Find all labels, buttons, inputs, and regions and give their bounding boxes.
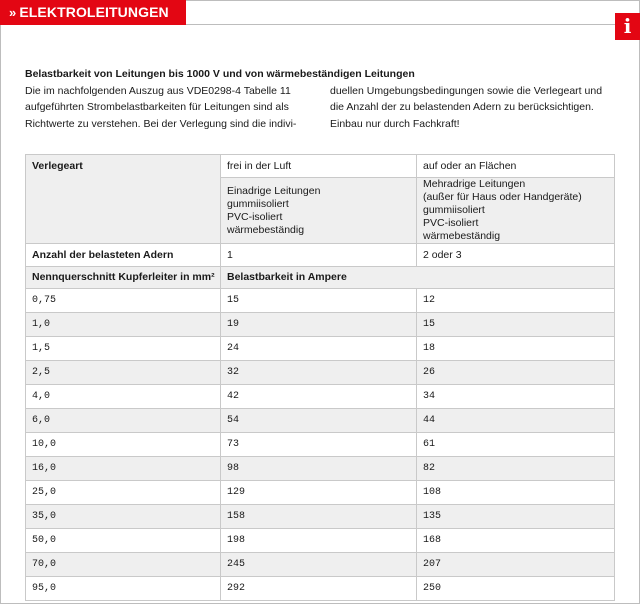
adern-col1: 1 <box>221 244 417 267</box>
desc-line: PVC-isoliert <box>423 217 479 229</box>
cross-section-cell: 10,0 <box>26 433 221 457</box>
cross-section-cell: 16,0 <box>26 457 221 481</box>
intro-title: Belastbarkeit von Leitungen bis 1000 V und von wärmebeständigen Leitungen <box>25 68 415 80</box>
table-row <box>26 553 615 577</box>
intro-line: die Anzahl der zu belastenden Adern zu berücksichtigen. <box>330 101 594 113</box>
intro-line: Richtwerte zu verstehen. Bei der Verlegung sind die indivi- <box>25 117 297 130</box>
intro-line: Einbau nur durch Fachkraft! <box>330 117 460 130</box>
table-row <box>26 409 615 433</box>
intro-right-column <box>330 83 615 133</box>
cross-section-cell: 50,0 <box>26 529 221 553</box>
ampere-free-air-cell: 32 <box>221 361 417 385</box>
ampere-free-air-cell: 15 <box>221 289 417 313</box>
col2-description <box>417 178 615 244</box>
ampere-surface-cell: 250 <box>417 577 615 601</box>
cross-section-cell: 1,5 <box>26 337 221 361</box>
ampere-surface-cell: 34 <box>417 385 615 409</box>
ampere-free-air-cell: 42 <box>221 385 417 409</box>
table-row <box>26 481 615 505</box>
ampere-free-air-cell: 73 <box>221 433 417 457</box>
intro-line: aufgeführten Strombelastbarkeiten für Leitungen sind als <box>25 101 289 113</box>
cross-section-cell: 1,0 <box>26 313 221 337</box>
belast-label: Belastbarkeit in Ampere <box>221 267 615 289</box>
header-divider <box>186 24 639 25</box>
ampere-free-air-cell: 292 <box>221 577 417 601</box>
ampere-free-air-cell: 98 <box>221 457 417 481</box>
col1-title: frei in der Luft <box>221 155 417 178</box>
desc-line: Mehradrige Leitungen <box>423 178 526 190</box>
intro-left-column <box>25 83 310 133</box>
section-header <box>0 0 186 25</box>
desc-line: Einadrige Leitungen <box>227 184 321 197</box>
cross-section-cell: 6,0 <box>26 409 221 433</box>
ampere-surface-cell: 44 <box>417 409 615 433</box>
desc-line: (außer für Haus oder Handgeräte) <box>423 191 582 203</box>
table-row <box>26 577 615 601</box>
ampere-surface-cell: 108 <box>417 481 615 505</box>
ampere-free-air-cell: 158 <box>221 505 417 529</box>
cross-section-cell: 4,0 <box>26 385 221 409</box>
col2-title: auf oder an Flächen <box>417 155 615 178</box>
ampere-surface-cell: 82 <box>417 457 615 481</box>
table-row <box>26 289 615 313</box>
adern-col2: 2 oder 3 <box>417 244 615 267</box>
ampere-surface-cell: 12 <box>417 289 615 313</box>
ampere-free-air-cell: 54 <box>221 409 417 433</box>
ampere-surface-cell: 168 <box>417 529 615 553</box>
cross-section-cell: 70,0 <box>26 553 221 577</box>
col1-description <box>221 178 417 244</box>
ampacity-table <box>25 154 615 601</box>
table-row <box>26 385 615 409</box>
verlegeart-label: Verlegeart <box>26 155 221 244</box>
ampere-free-air-cell: 129 <box>221 481 417 505</box>
ampere-free-air-cell: 19 <box>221 313 417 337</box>
table-row <box>26 337 615 361</box>
table-row <box>26 433 615 457</box>
desc-line: wärmebeständig <box>423 230 501 242</box>
ampere-surface-cell: 15 <box>417 313 615 337</box>
section-title: ELEKTROLEITUNGEN <box>19 4 169 20</box>
table-row <box>26 361 615 385</box>
ampere-surface-cell: 207 <box>417 553 615 577</box>
table-row <box>26 313 615 337</box>
ampere-surface-cell: 26 <box>417 361 615 385</box>
adern-label: Anzahl der belasteten Adern <box>26 244 221 267</box>
desc-line: wärmebeständig <box>227 223 305 236</box>
chevron-icon: » <box>9 5 17 20</box>
nenn-label: Nennquerschnitt Kupferleiter in mm² <box>26 267 221 289</box>
ampere-surface-cell: 135 <box>417 505 615 529</box>
ampere-surface-cell: 61 <box>417 433 615 457</box>
info-icon: i <box>615 13 640 40</box>
cross-section-cell: 2,5 <box>26 361 221 385</box>
ampere-free-air-cell: 198 <box>221 529 417 553</box>
intro-line: Die im nachfolgenden Auszug aus VDE0298-4 Tabelle 11 <box>25 84 291 97</box>
desc-line: gummiisoliert <box>423 204 485 216</box>
cross-section-cell: 35,0 <box>26 505 221 529</box>
table-row <box>26 457 615 481</box>
table-row <box>26 529 615 553</box>
ampere-free-air-cell: 24 <box>221 337 417 361</box>
ampere-surface-cell: 18 <box>417 337 615 361</box>
cross-section-cell: 95,0 <box>26 577 221 601</box>
desc-line: gummiisoliert <box>227 197 289 210</box>
cross-section-cell: 0,75 <box>26 289 221 313</box>
ampere-free-air-cell: 245 <box>221 553 417 577</box>
intro-line: duellen Umgebungsbedingungen sowie die Verlegeart und <box>330 84 603 97</box>
table-row <box>26 505 615 529</box>
desc-line: PVC-isoliert <box>227 210 283 223</box>
intro-block <box>25 66 615 132</box>
cross-section-cell: 25,0 <box>26 481 221 505</box>
